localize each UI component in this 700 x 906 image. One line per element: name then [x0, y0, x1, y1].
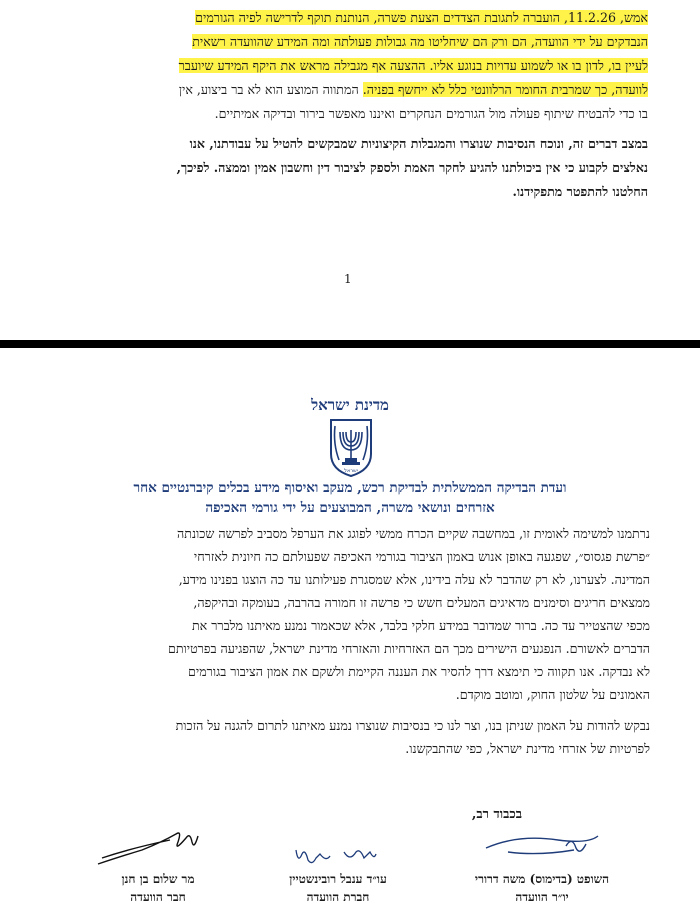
text-line: ממצאים חריגים וסימנים מדאיגים המעלים חשש כי פרשה זו חמורה בהרבה, בעומקה ובהיקפה, [193, 595, 650, 610]
text-line: האמונים על שלטון החוק, ומוטב מוקדם. [455, 687, 650, 702]
committee-title [0, 478, 700, 518]
text-line [195, 10, 648, 26]
highlighted-paragraph [48, 10, 648, 130]
text-segment: בו כדי להבטיח שיתוף פעולה מול הגורמים הנחקרים ואיננו מאפשר בירור ובדיקה אמיתיים. [214, 106, 648, 121]
state-name-header: מדינת ישראל [311, 396, 389, 414]
letter-body-paragraph-2 [40, 718, 650, 768]
signatory-name: עו״ד ענבל רובינשטיין [289, 872, 387, 886]
highlighted-text: אמש, 11.2.26, הועברה לתגובת הצדדים הצעת פשרה, הנותנת תוקף לדרישה לפיה הגורמים [195, 10, 648, 25]
highlighted-text: לעיין בו, לדון בו או לשמוע עדויות בנוגע אליו. ההצעה אף מגבילה מראש את היקף המידע שיועבר [178, 58, 648, 73]
israel-emblem-icon [317, 416, 385, 478]
resignation-paragraph [48, 136, 648, 216]
emblem-label: ישראל [344, 468, 358, 474]
signatory-role: חברת הוועדה [306, 890, 370, 904]
letter-page-2 [0, 348, 700, 904]
signature-rubinstein-icon [292, 844, 382, 868]
text-line: החלטנו להתפטר מתפקידנו. [512, 184, 648, 199]
text-line [192, 34, 648, 50]
highlighted-text: לוועדה, כך שמרבית החומר הרלוונטי כלל לא ייחשף בפניה. [362, 82, 648, 97]
text-line: ״פרשת פגסוס״, שפגעה באופן אנוש באמון הציבור בגורמי האכיפה שפעולתם כה חיונית לאזרחי [193, 549, 650, 564]
highlighted-text: הנבדקים על ידי הוועדה, הם ורק הם שיחליטו מה גבולות פעולתה ומה המידע שהוועדה רשאית [192, 34, 648, 49]
committee-title-line: ועדת הבדיקה הממשלתית לבדיקת רכש, מעקב ואיסוף מידע בכלים קיברנטיים אחר [133, 480, 567, 496]
signatory-role: חבר הוועדה [130, 890, 186, 904]
text-line: לא נבדקה. אנו תקווה כי תימצא דרך להסיר את העננה הקיימת ולשקם את אמון הציבור בגורמים [188, 664, 650, 679]
signatory-benhanan [88, 870, 228, 906]
signatory-rubinstein [258, 870, 418, 906]
text-line [179, 82, 648, 98]
text-line [179, 58, 648, 74]
text-line: נרתמנו למשימה לאומית זו, במחשבה שקיים הכרח ממשי לפוגג את הערפל מסביב לפרשה שכונתה [177, 526, 650, 541]
signatory-role: יו״ר הוועדה [515, 890, 569, 904]
text-line: מכפי שהצטייר עד כה. ברור שמדובר במידע חלקי בלבד, אלא שכאמור נמנע מאיתנו מלברר את [191, 618, 650, 633]
page-divider [0, 340, 700, 348]
signatory-name: מר שלום בן חנן [121, 872, 195, 886]
signature-drori-icon [478, 826, 608, 866]
signature-benhanan-icon [92, 828, 202, 870]
text-line: לפרטיות של אזרחי מדינת ישראל, כפי שהתבקשנו. [405, 741, 650, 756]
committee-title-line: אזרחים ונושאי משרה, המבוצעים על ידי גורמי האכיפה [205, 500, 495, 516]
text-line: הדברים לאשורם. הנפגעים הישירים מכך הם האזרחיות והאזרחי מדינת ישראל, שהפגיעה בפרטיותם [168, 641, 650, 656]
page-number: 1 [344, 272, 352, 286]
letter-body-paragraph-1 [40, 526, 650, 726]
signatory-drori [452, 870, 632, 906]
text-segment: המתווה המוצע הוא לא בר ביצוע, אין [178, 82, 363, 97]
text-line [215, 106, 648, 122]
closing-greeting: בכבוד רב, [471, 807, 522, 822]
letter-page-1 [0, 0, 700, 340]
text-line: במצב דברים זה, ונוכח הנסיבות שנוצרו והמגבלות הקיצוניות שמבקשים להטיל על עבודתנו, אנו [189, 136, 648, 151]
text-line: נאלצים לקבוע כי אין ביכולתנו להגיע לחקר האמת ולספק לציבור דין וחשבון אמין וממצה. לפיכך, [176, 160, 648, 175]
text-line: המדינה. לצערנו, לא רק שהדבר לא עלה בידינו, אלא שמסגרת פעילותנו עד כה הוצגו בפנינו מידע, [178, 572, 650, 587]
signatory-name: השופט (בדימוס) משה דרורי [474, 872, 610, 886]
text-line: נבקש להודות על האמון שניתן בנו, וצר לנו כי בנסיבות שנוצרו נמנע מאיתנו לתרום להגנה על הזכות [175, 718, 650, 733]
